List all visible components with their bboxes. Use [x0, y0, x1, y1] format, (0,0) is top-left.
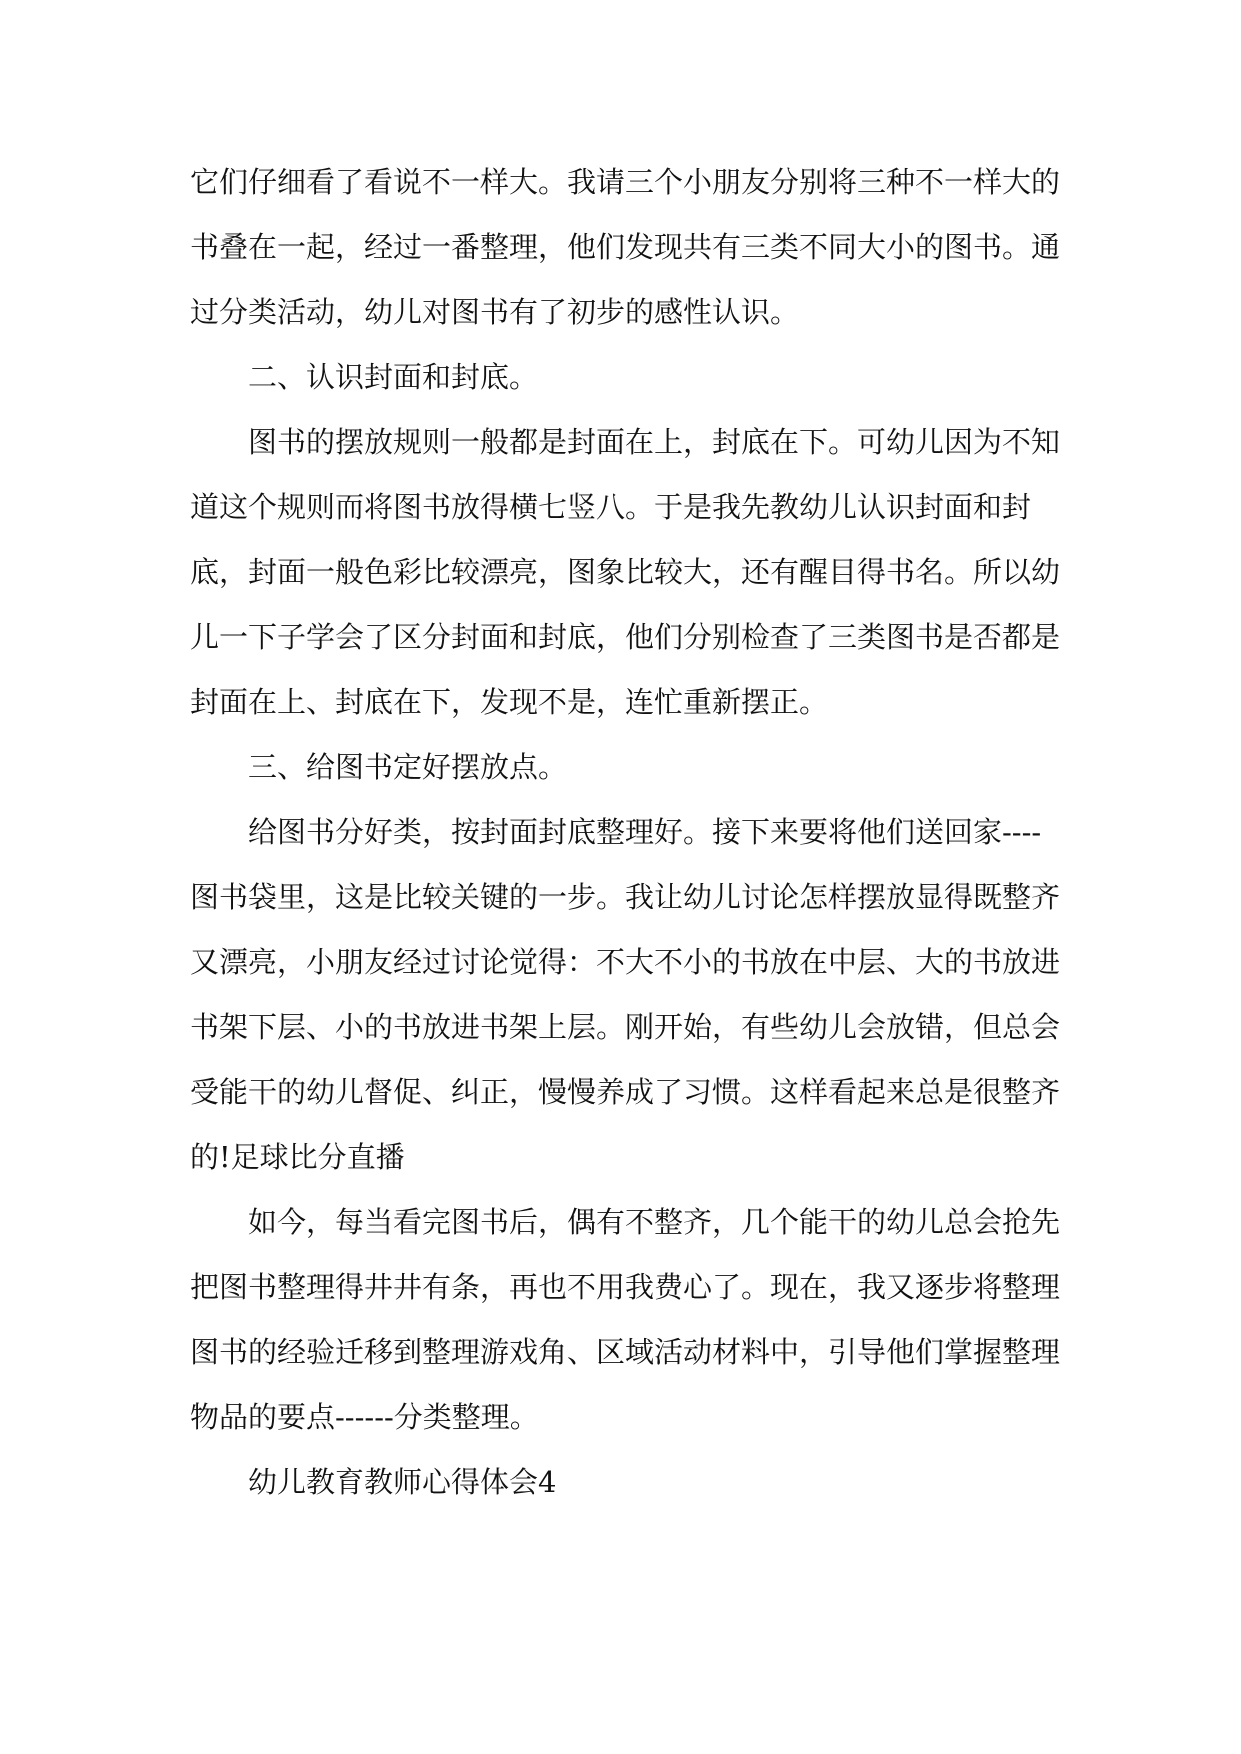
section-heading-4: 三、给图书定好摆放点。	[248, 750, 568, 784]
paragraph-3: 图书的摆放规则一般都是封面在上，封底在下。可幼儿因为不知道这个规则而将图书放得横七竖八。于是我先教幼儿认识封面和封底，封面一般色彩比较漂亮，图象比较大，还有醒目得书名。所以幼儿一下子学会了区分封面和封底，他们分别检查了三类图书是否都是封面在上、封底在下，发现不是，连忙重新摆正。	[190, 425, 1061, 719]
section-heading-2: 二、认识封面和封底。	[248, 360, 539, 394]
paragraph-5: 给图书分好类，按封面封底整理好。接下来要将他们送回家----图书袋里，这是比较关键的一步。我让幼儿讨论怎样摆放显得既整齐又漂亮，小朋友经过讨论觉得：不大不小的书放在中层、大的书放进书架下层、小的书放进书架上层。刚开始，有些幼儿会放错，但总会受能干的幼儿督促、纠正，慢慢养成了习惯。这样看起来总是很整齐的!足球比分直播	[190, 815, 1061, 1174]
document-title-next: 幼儿教育教师心得体会4	[248, 1465, 557, 1499]
paragraph-1: 它们仔细看了看说不一样大。我请三个小朋友分别将三种不一样大的书叠在一起，经过一番整理，他们发现共有三类不同大小的图书。通过分类活动，幼儿对图书有了初步的感性认识。	[190, 165, 1061, 329]
document-body	[190, 150, 1060, 1515]
paragraph-6: 如今，每当看完图书后，偶有不整齐，几个能干的幼儿总会抢先把图书整理得井井有条，再也不用我费心了。现在，我又逐步将整理图书的经验迁移到整理游戏角、区域活动材料中，引导他们掌握整理物品的要点------分类整理。	[190, 1205, 1061, 1434]
